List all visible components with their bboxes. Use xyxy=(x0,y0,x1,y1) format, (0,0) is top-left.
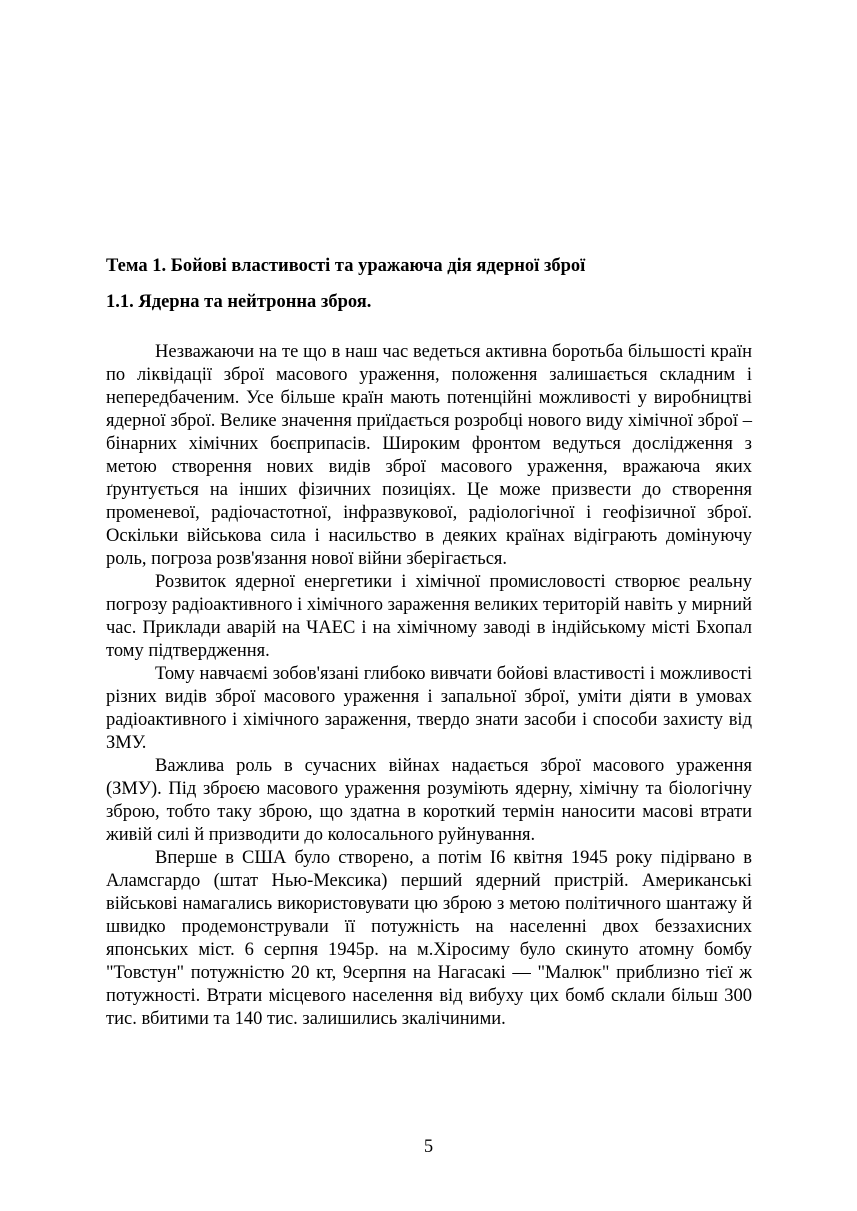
paragraph: Важлива роль в сучасних війнах надається зброї масового ураження (ЗМУ). Під зброєю масового ураження розуміють ядерну, хімічну та біологічну зброю, тобто таку зброю, що здатна в короткий термін наносити масові втрати живій силі й призводити до колосального руйнування. xyxy=(106,756,752,845)
topic-heading: Тема 1. Бойові властивості та уражаюча дія ядерної зброї xyxy=(106,256,586,276)
body-text xyxy=(106,341,752,1031)
page-number: 5 xyxy=(423,1137,434,1157)
paragraph: Незважаючи на те що в наш час ведеться активна боротьба більшості країн по ліквідації зброї масового ураження, положення залишається складним і непередбаченим. Усе більше країн мають потенційні можливості у виробництві ядерної зброї. Велике значення приїдається розробці нового виду хімічної зброї – бінарних хімічних боєприпасів. Широким фронтом ведуться дослідження з метою створення нових видів зброї масового ураження, вражаюча яких ґрунтується на інших фізичних позиціях. Це може призвести до створення променевої, радіочастотної, інфразвукової, радіологічної і геофізичної зброї. Оскільки військова сила і насильство в деяких країнах відіграють домінуючу роль, погроза розв'язання нової війни зберігається. xyxy=(106,342,752,569)
paragraph: Розвиток ядерної енергетики і хімічної промисловості створює реальну погрозу радіоактивного і хімічного зараження великих територій навіть у мирний час. Приклади аварій на ЧАЕС і на хімічному заводі в індійському місті Бхопал тому підтвердження. xyxy=(106,572,753,661)
paragraph: Вперше в США було створено, а потім І6 квітня 1945 року підірвано в Аламсгардо (штат Нью-Мексика) перший ядерний пристрій. Американські військові намагались використовувати цю зброю з метою політичного шантажу й швидко продемонстрували її потужність на населенні двох беззахисних японських міст. 6 серпня 1945р. на м.Хіросиму було скинуто атомну бомбу "Товстун" потужністю 20 кт, 9серпня на Нагасакі — "Малюк" приблизно тієї ж потужності. Втрати місцевого населення від вибуху цих бомб склали більш 300 тис. вбитими та 140 тис. залишились зкалічиними. xyxy=(106,848,752,1029)
section-heading: 1.1. Ядерна та нейтронна зброя. xyxy=(106,292,372,312)
paragraph: Тому навчаємі зобов'язані глибоко вивчати бойові властивості і можливості різних видів зброї масового ураження і запальної зброї, уміти діяти в умовах радіоактивного і хімічного зараження, твердо знати засоби і способи захисту від ЗМУ. xyxy=(106,664,752,753)
